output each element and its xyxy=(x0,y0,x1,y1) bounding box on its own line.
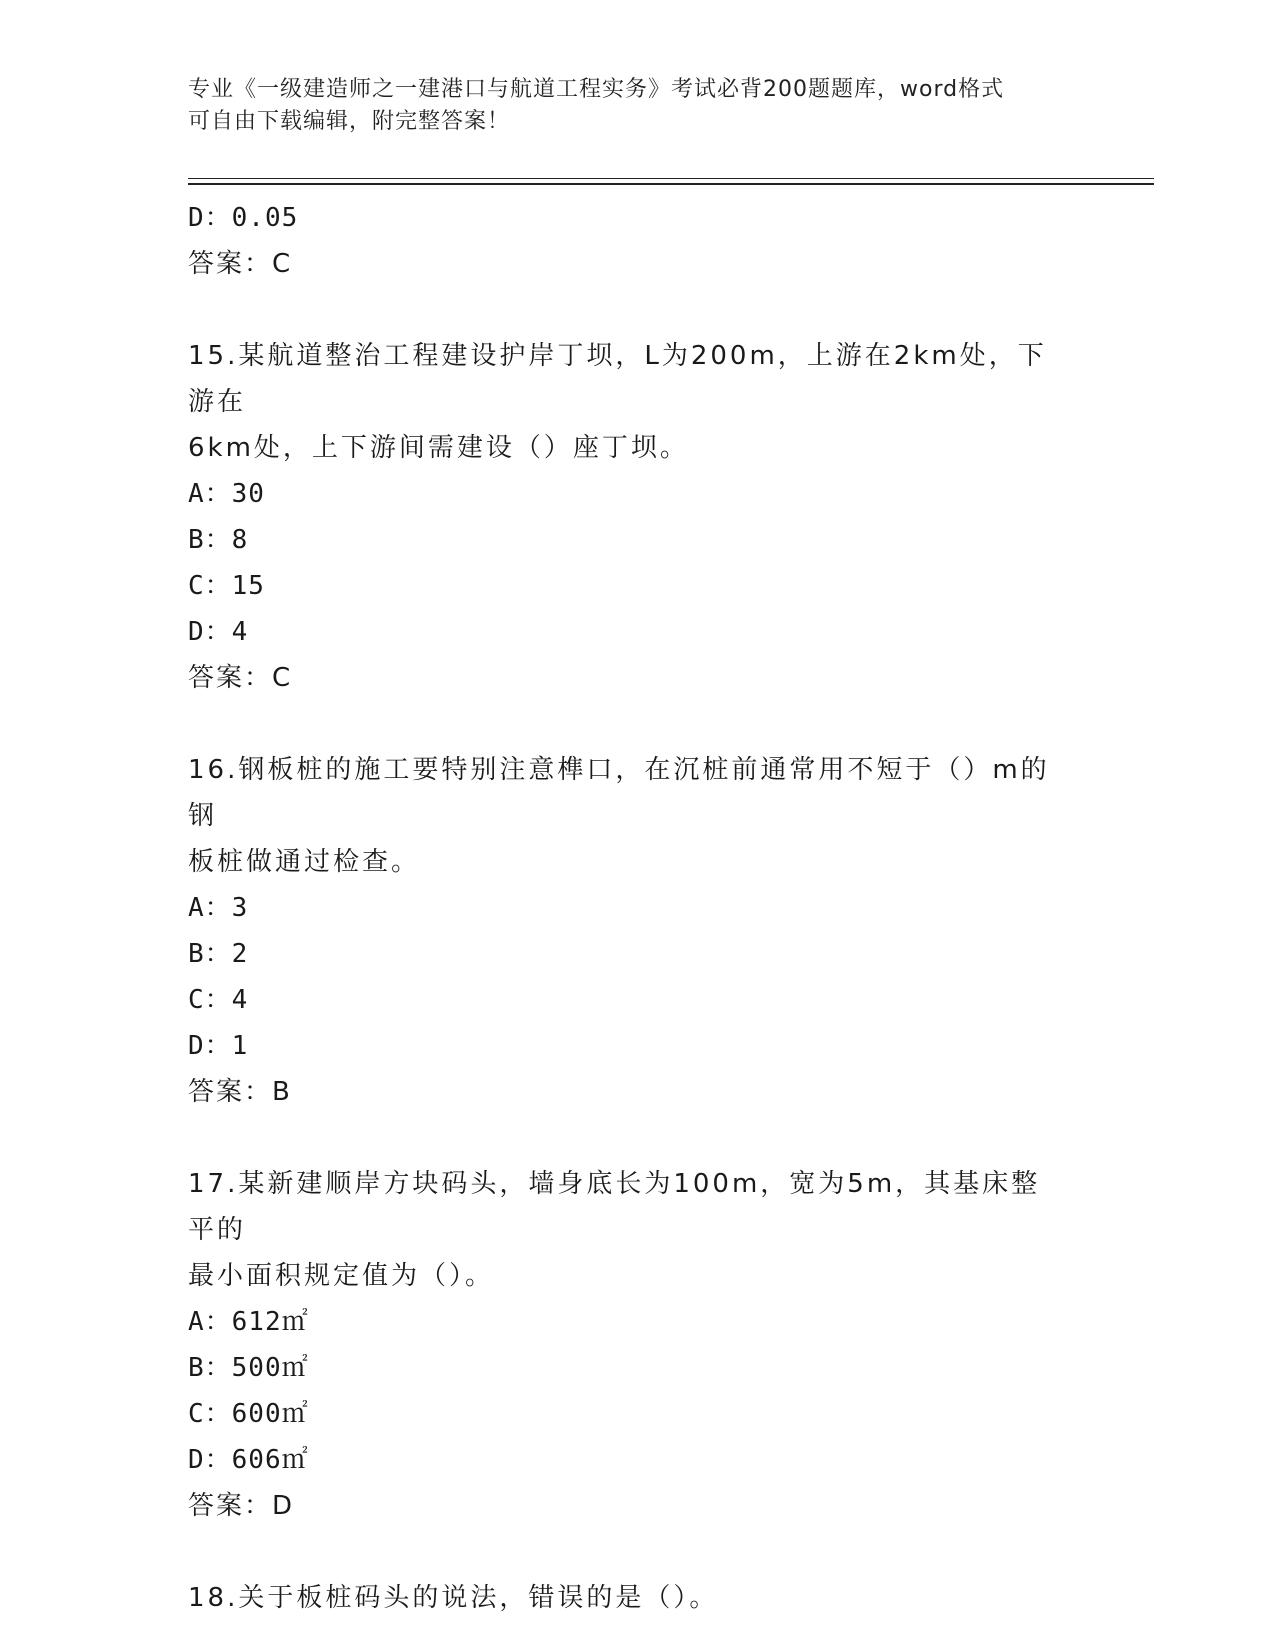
option-c: C：4 xyxy=(188,985,249,1015)
option-d: D：0.05 xyxy=(188,203,299,233)
option-a: A：612㎡ xyxy=(188,1307,309,1337)
option-c: C：15 xyxy=(188,571,265,601)
header-line-2: 可自由下载编辑，附完整答案！ xyxy=(188,109,511,134)
header-line-1: 专业《一级建造师之一建港口与航道工程实务》考试必背200题题库，word格式 xyxy=(188,77,1005,102)
option-b: B：8 xyxy=(188,525,249,555)
spacer xyxy=(188,701,1068,747)
question-text-line-2: 最小面积规定值为（）。 xyxy=(188,1261,495,1291)
option-a: A：3 xyxy=(188,893,249,923)
question-text-line-1: 18.关于板桩码头的说法，错误的是（）。 xyxy=(188,1583,719,1613)
option-a: A：30 xyxy=(188,479,265,509)
question-18 xyxy=(188,1575,1068,1621)
spacer xyxy=(188,287,1068,333)
option-d: D：606㎡ xyxy=(188,1445,309,1475)
question-15 xyxy=(188,333,1068,701)
question-text-line-1: 17.某新建顺岸方块码头，墙身底长为100m，宽为5m，其基床整平的 xyxy=(188,1169,1041,1245)
answer-line: 答案：C xyxy=(188,249,293,279)
option-c: C：600㎡ xyxy=(188,1399,309,1429)
answer-line: 答案：B xyxy=(188,1077,292,1107)
answer-line: 答案：D xyxy=(188,1491,295,1521)
question-text-line-1: 15.某航道整治工程建设护岸丁坝，L为200m，上游在2km处，下游在 xyxy=(188,341,1047,417)
option-b: B：2 xyxy=(188,939,249,969)
question-16 xyxy=(188,747,1068,1115)
spacer xyxy=(188,1529,1068,1575)
question-text-line-2: 板桩做通过检查。 xyxy=(188,847,421,877)
document-header xyxy=(188,74,1088,138)
question-17 xyxy=(188,1161,1068,1529)
header-divider-thick xyxy=(188,183,1154,185)
answer-line: 答案：C xyxy=(188,663,293,693)
option-d: D：4 xyxy=(188,617,249,647)
header-divider-thin xyxy=(188,178,1154,179)
spacer xyxy=(188,1115,1068,1161)
question-text-line-2: 6km处，上下游间需建设（）座丁坝。 xyxy=(188,433,689,463)
document-body xyxy=(188,195,1068,1621)
option-b: B：500㎡ xyxy=(188,1353,309,1383)
option-d: D：1 xyxy=(188,1031,249,1061)
question-text-line-1: 16.钢板桩的施工要特别注意榫口，在沉桩前通常用不短于（）m的钢 xyxy=(188,755,1050,831)
previous-question-tail xyxy=(188,195,1068,287)
